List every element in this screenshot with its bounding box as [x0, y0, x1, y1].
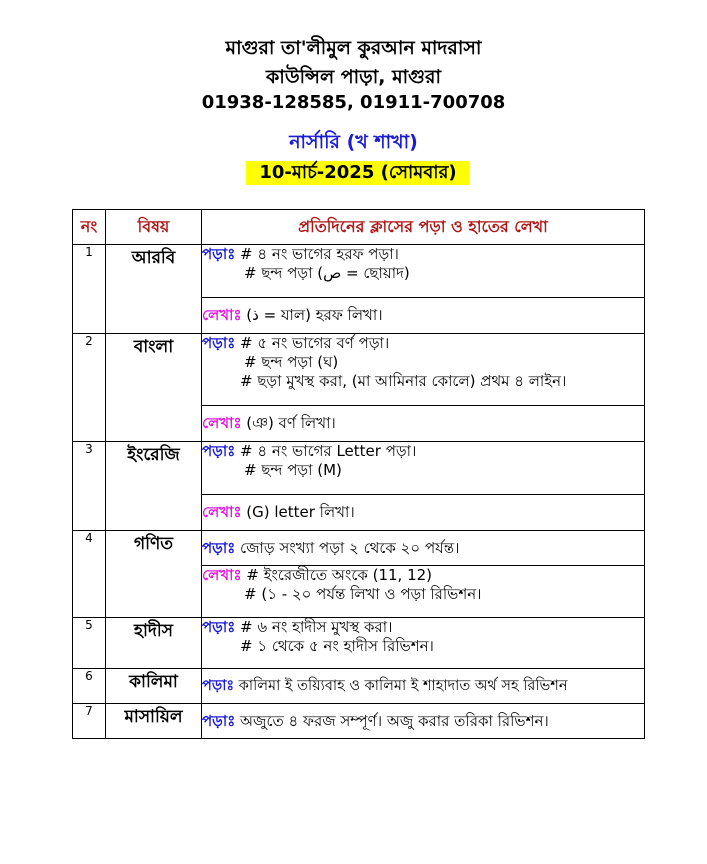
institution-name: মাগুরা তা'লীমুল কুরআন মাদরাসা — [225, 37, 482, 59]
schedule-date: 10-মার্চ-2025 (সোমবার) — [246, 161, 470, 185]
read-label: পড়াঃ — [202, 334, 236, 352]
institution-address: কাউন্সিল পাড়া, মাগুরা — [266, 66, 441, 88]
table-row — [73, 618, 645, 669]
header-lessons: প্রতিদিনের ক্লাসের পড়া ও হাতের লেখা — [202, 210, 645, 245]
read-line: জোড় সংখ্যা পড়া ২ থেকে ২০ পর্যন্ত। — [240, 538, 460, 557]
write-line: (ঞ) বর্ণ লিখা। — [246, 414, 336, 432]
read-line: কালিমা ই তয়্যিবাহ ও কালিমা ই শাহাদাত অর্থ সহ রিভিশন — [238, 677, 568, 694]
write-cell — [202, 566, 645, 618]
write-cell — [202, 406, 645, 442]
table-header-row — [73, 210, 645, 245]
read-line: # ৪ নং ভাগের Letter পড়া। — [240, 442, 417, 460]
row-subject: গণিত — [106, 531, 202, 618]
schedule-table — [72, 209, 645, 739]
table-row — [73, 442, 645, 495]
table-row — [73, 334, 645, 406]
row-number: 7 — [73, 704, 106, 739]
row-number: 2 — [73, 334, 106, 442]
write-label: লেখাঃ — [202, 503, 242, 521]
read-label: পড়াঃ — [202, 618, 236, 636]
read-cell — [202, 531, 645, 566]
table-row — [73, 669, 645, 704]
row-subject: ইংরেজি — [106, 442, 202, 531]
row-number: 1 — [73, 245, 106, 334]
read-cell — [202, 442, 645, 495]
write-label: লেখাঃ — [202, 414, 242, 432]
read-cell — [202, 618, 645, 669]
read-cell — [202, 704, 645, 739]
read-label: পড়াঃ — [202, 538, 236, 557]
read-line: # ছড়া মুখস্থ করা, (মা আমিনার কোলে) প্রথম ৪ লাইন। — [240, 372, 567, 390]
phone-numbers: 01938-128585, 01911-700708 — [201, 92, 506, 113]
read-label: পড়াঃ — [202, 677, 235, 694]
read-line: # ৬ নং হাদীস মুখস্থ করা। — [240, 618, 393, 636]
read-line: # ছন্দ পড়া (M) — [244, 461, 342, 479]
table-row — [73, 704, 645, 739]
write-cell — [202, 298, 645, 334]
row-subject: হাদীস — [106, 618, 202, 669]
read-label: পড়াঃ — [202, 711, 236, 730]
read-line: # ছন্দ পড়া (ص = ছোয়াদ) — [244, 264, 410, 282]
write-line: # ইংরেজীতে অংকে (11, 12) — [246, 566, 433, 584]
table-row — [73, 245, 645, 298]
header-subject: বিষয় — [106, 210, 202, 245]
read-line: # ১ থেকে ৫ নং হাদীস রিভিশন। — [240, 637, 434, 655]
write-label: লেখাঃ — [202, 306, 242, 324]
read-label: পড়াঃ — [202, 442, 236, 460]
read-line: # ৪ নং ভাগের হরফ পড়া। — [240, 245, 399, 263]
class-name: নার্সারি (খ শাখা) — [289, 131, 418, 153]
table-row — [73, 531, 645, 566]
read-line: # ছন্দ পড়া (ঘ) — [244, 353, 339, 371]
read-line: # ৫ নং ভাগের বর্ণ পড়া। — [240, 334, 390, 352]
row-number: 3 — [73, 442, 106, 531]
row-subject: বাংলা — [106, 334, 202, 442]
write-line: (G) letter লিখা। — [246, 503, 355, 521]
write-line: (ذ = যাল) হরফ লিখা। — [246, 306, 383, 324]
row-number: 5 — [73, 618, 106, 669]
row-number: 6 — [73, 669, 106, 704]
write-line: # (১ - ২০ পর্যন্ত লিখা ও পড়া রিভিশন। — [244, 585, 482, 603]
read-line: অজুতে ৪ ফরজ সম্পূর্ণ। অজু করার তরিকা রিভিশন। — [240, 711, 549, 730]
row-subject: কালিমা — [106, 669, 202, 704]
row-subject: আরবি — [106, 245, 202, 334]
header-number: নং — [73, 210, 106, 245]
write-label: লেখাঃ — [202, 566, 242, 584]
row-number: 4 — [73, 531, 106, 618]
write-cell — [202, 495, 645, 531]
read-cell — [202, 334, 645, 406]
read-cell — [202, 669, 645, 704]
read-label: পড়াঃ — [202, 245, 236, 263]
read-cell — [202, 245, 645, 298]
row-subject: মাসায়িল — [106, 704, 202, 739]
